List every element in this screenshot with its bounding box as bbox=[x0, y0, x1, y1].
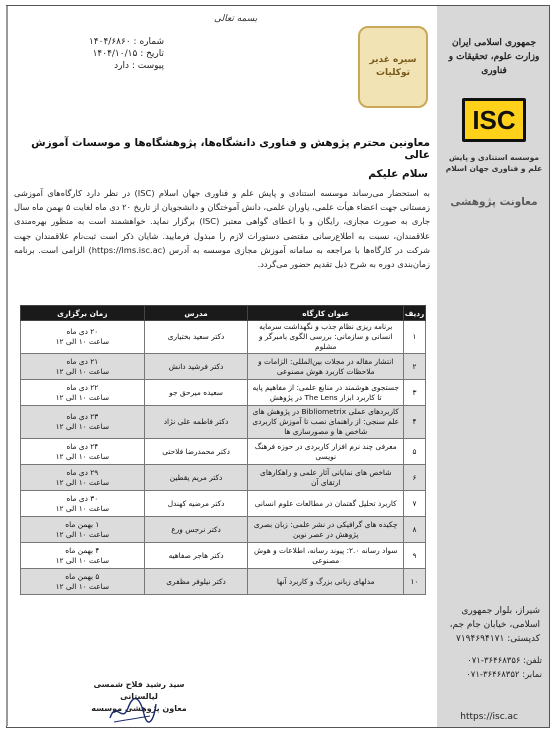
cell-row-number: ۹ bbox=[404, 543, 426, 569]
cell-time bbox=[21, 321, 145, 354]
header-row-number: ردیف bbox=[404, 306, 426, 321]
department-name: معاونت پژوهشی bbox=[450, 196, 538, 208]
cell-title: چکیده های گرافیکی در نشر علمی: زبان بصری پژوهش در عصر نوین bbox=[248, 517, 404, 543]
cell-row-number: ۲ bbox=[404, 354, 426, 380]
cell-title: انتشار مقاله در مجلات بین‌المللی: الزامات و ملاحظات کاربرد هوش مصنوعی bbox=[248, 354, 404, 380]
cell-time bbox=[21, 517, 145, 543]
cell-hours: ساعت ۱۰ الی ۱۲ bbox=[55, 529, 110, 539]
cell-teacher: دکتر هاجر صفاهیه bbox=[144, 543, 248, 569]
seal-line-1: سیره غدیر bbox=[369, 55, 417, 65]
cell-date: ۲۹ دی ماه bbox=[66, 467, 99, 477]
cell-title: برنامه ریزی نظام جذب و نگهداشت سرمایه انسانی و سازمانی: بررسی الگوی بامبرگر و مشلوم bbox=[248, 321, 404, 354]
cell-title: کاربرد تحلیل گفتمان در مطالعات علوم انسانی bbox=[248, 491, 404, 517]
workshop-schedule-table bbox=[20, 305, 426, 595]
table-row bbox=[21, 517, 426, 543]
cell-row-number: ۱۰ bbox=[404, 569, 426, 595]
cell-title: شاخص های نمایانی آثار علمی و راهکارهای ارتقای آن bbox=[248, 465, 404, 491]
cell-row-number: ۷ bbox=[404, 491, 426, 517]
table-row bbox=[21, 543, 426, 569]
table-body bbox=[21, 321, 426, 595]
isc-logo-text: ISC bbox=[472, 104, 516, 135]
cell-hours: ساعت ۱۰ الی ۱۲ bbox=[55, 392, 110, 402]
government-header bbox=[444, 36, 544, 78]
cell-hours: ساعت ۱۰ الی ۱۲ bbox=[55, 366, 110, 376]
letter-body: به استحضار می‌رساند موسسه استنادی و پایش علم و فناوری جهان اسلام (ISC) در نظر دارد کارگاه‌های آموزشی زمستانی جهت اعضاء هیأت علمی، یاوران علمی، دانش آموختگان و دانشجویان از تاریخ ۲۰ دی ماه لغایت ۵ بهمن ماه سال جاری به صورت مجازی، رایگان و با اعطای گواهی معتبر (ISC) برگزار نماید. خواهشمند است به منظور بهره‌مندی علاقمندان، نسبت به اطلاع‌رسانی مقتضی دستورات لازم را مبذول فرمایید. شایان ذکر است ثبت‌نام علاقمندان جهت شرکت در کارگاه‌ها با مراجعه به سامانه آموزش مجازی موسسه به آدرس (https://lms.isc.ac) الزامی است. برنامه زمان‌بندی دوره به شرح ذیل تقدیم حضور می‌گردد. bbox=[14, 188, 430, 270]
cell-hours: ساعت ۱۰ الی ۱۲ bbox=[55, 422, 110, 431]
cell-title: کاربردهای عملی Bibliometrix در پژوهش های علم سنجی: از راهنمای نصب تا آموزش کاربردی شاخص ها و مصورسازی ها bbox=[248, 406, 404, 439]
attachment-value: دارد bbox=[114, 61, 129, 71]
cell-teacher: دکتر فرشید دانش bbox=[144, 354, 248, 380]
recipient: معاونین محترم پژوهش و فناوری دانشگاه‌ها، پژوهشگاه‌ها و موسسات آموزش عالی bbox=[31, 137, 430, 161]
page-left-edge bbox=[6, 6, 8, 726]
cell-teacher: دکتر مرضیه کهندل bbox=[144, 491, 248, 517]
cell-time bbox=[21, 465, 145, 491]
attachment-row bbox=[24, 60, 164, 72]
cell-teacher: دکتر نیلوفر مظفری bbox=[144, 569, 248, 595]
address: شیراز، بلوار جمهوری اسلامی، خیابان جام جم، کدپستی: ۷۱۹۴۶۹۴۱۷۱ bbox=[449, 606, 540, 644]
website-link[interactable]: https://isc.ac bbox=[460, 712, 518, 722]
letter-number: ۱۴۰۴/۶۸۶۰ bbox=[88, 37, 131, 47]
letter-number-row bbox=[24, 36, 164, 48]
cell-title: معرفی چند نرم افزار کاربردی در حوزه فرهنگ نویسی bbox=[248, 439, 404, 465]
cell-time bbox=[21, 491, 145, 517]
table-row bbox=[21, 569, 426, 595]
cell-date: ۲۳ دی ماه bbox=[66, 412, 99, 421]
bismillah: بسمه تعالی bbox=[214, 14, 258, 24]
salutation: سلام علیکم bbox=[368, 168, 428, 180]
cell-teacher: دکتر سعید بختیاری bbox=[144, 321, 248, 354]
cell-row-number: ۳ bbox=[404, 380, 426, 406]
contact-info bbox=[442, 654, 542, 682]
cell-title: جستجوی هوشمند در منابع علمی: از مفاهیم پایه تا کاربرد ابزار The Lens در پژوهش bbox=[248, 380, 404, 406]
cell-date: ۵ بهمن ماه bbox=[65, 571, 100, 581]
cell-date: ۳۰ دی ماه bbox=[66, 493, 99, 503]
date-row bbox=[24, 48, 164, 60]
cell-hours: ساعت ۱۰ الی ۱۲ bbox=[55, 337, 110, 346]
cell-teacher: دکتر مریم یقطین bbox=[144, 465, 248, 491]
cell-title: سواد رسانه ۲.۰: پیوند رسانه، اطلاعات و هوش مصنوعی bbox=[248, 543, 404, 569]
header-title: عنوان کارگاه bbox=[248, 306, 404, 321]
phone-number: تلفن: ۳۶۴۶۸۳۵۶-۰۷۱ bbox=[467, 656, 542, 666]
date-label: تاریخ : bbox=[140, 49, 164, 59]
cell-title: مدلهای زبانی بزرگ و کاربرد آنها bbox=[248, 569, 404, 595]
cell-date: ۲۲ دی ماه bbox=[66, 382, 99, 392]
letter-number-label: شماره : bbox=[133, 37, 164, 47]
cell-time bbox=[21, 569, 145, 595]
cell-teacher: دکتر فاطمه علی نژاد bbox=[144, 406, 248, 439]
cell-hours: ساعت ۱۰ الی ۱۲ bbox=[55, 581, 110, 591]
cell-time bbox=[21, 439, 145, 465]
cell-teacher: دکتر محمدرضا فلاحتی bbox=[144, 439, 248, 465]
fax-number: نمابر: ۳۶۴۶۸۳۵۲-۰۷۱ bbox=[466, 670, 542, 680]
cell-hours: ساعت ۱۰ الی ۱۲ bbox=[55, 477, 110, 487]
cell-row-number: ۴ bbox=[404, 406, 426, 439]
cell-row-number: ۸ bbox=[404, 517, 426, 543]
cell-time bbox=[21, 380, 145, 406]
table-row bbox=[21, 380, 426, 406]
cell-row-number: ۵ bbox=[404, 439, 426, 465]
table-row bbox=[21, 321, 426, 354]
gov-line-1: جمهوری اسلامی ایران bbox=[451, 38, 537, 48]
table-row bbox=[21, 354, 426, 380]
signer-name: سید رشید فلاح شمسی لیالستانی bbox=[93, 680, 185, 701]
header-time: زمان برگزاری bbox=[21, 306, 145, 321]
letter-date: ۱۴۰۴/۱۰/۱۵ bbox=[92, 49, 138, 59]
cell-row-number: ۶ bbox=[404, 465, 426, 491]
cell-date: ۱ بهمن ماه bbox=[65, 519, 100, 529]
cell-teacher: سعیده میرحق جو bbox=[144, 380, 248, 406]
attachment-label: پیوست : bbox=[131, 61, 164, 71]
cell-date: ۲۰ دی ماه bbox=[66, 327, 99, 336]
cell-time bbox=[21, 406, 145, 439]
cell-date: ۴ بهمن ماه bbox=[65, 545, 100, 555]
slogan-seal bbox=[358, 26, 428, 108]
header-teacher: مدرس bbox=[144, 306, 248, 321]
cell-row-number: ۱ bbox=[404, 321, 426, 354]
cell-time bbox=[21, 354, 145, 380]
cell-hours: ساعت ۱۰ الی ۱۲ bbox=[55, 451, 110, 461]
signer-title: معاون پژوهشی موسسه bbox=[91, 704, 187, 713]
seal-line-2: توکلیات bbox=[375, 68, 411, 78]
letter-meta bbox=[24, 36, 164, 72]
cell-teacher: دکتر نرجس ورع bbox=[144, 517, 248, 543]
handwritten-signature bbox=[104, 694, 160, 726]
gov-line-2: وزارت علوم، تحقیقات و فناوری bbox=[448, 52, 540, 76]
org-name: موسسه استنادی و پایش علم و فناوری جهان اسلام bbox=[445, 153, 543, 173]
cell-time bbox=[21, 543, 145, 569]
cell-date: ۲۱ دی ماه bbox=[66, 356, 99, 366]
table-row bbox=[21, 439, 426, 465]
cell-hours: ساعت ۱۰ الی ۱۲ bbox=[55, 555, 110, 565]
table-row bbox=[21, 465, 426, 491]
table-row bbox=[21, 406, 426, 439]
table-row bbox=[21, 491, 426, 517]
cell-date: ۲۴ دی ماه bbox=[66, 441, 99, 451]
table-header-row bbox=[21, 306, 426, 321]
isc-logo bbox=[462, 98, 526, 142]
cell-hours: ساعت ۱۰ الی ۱۲ bbox=[55, 503, 110, 513]
